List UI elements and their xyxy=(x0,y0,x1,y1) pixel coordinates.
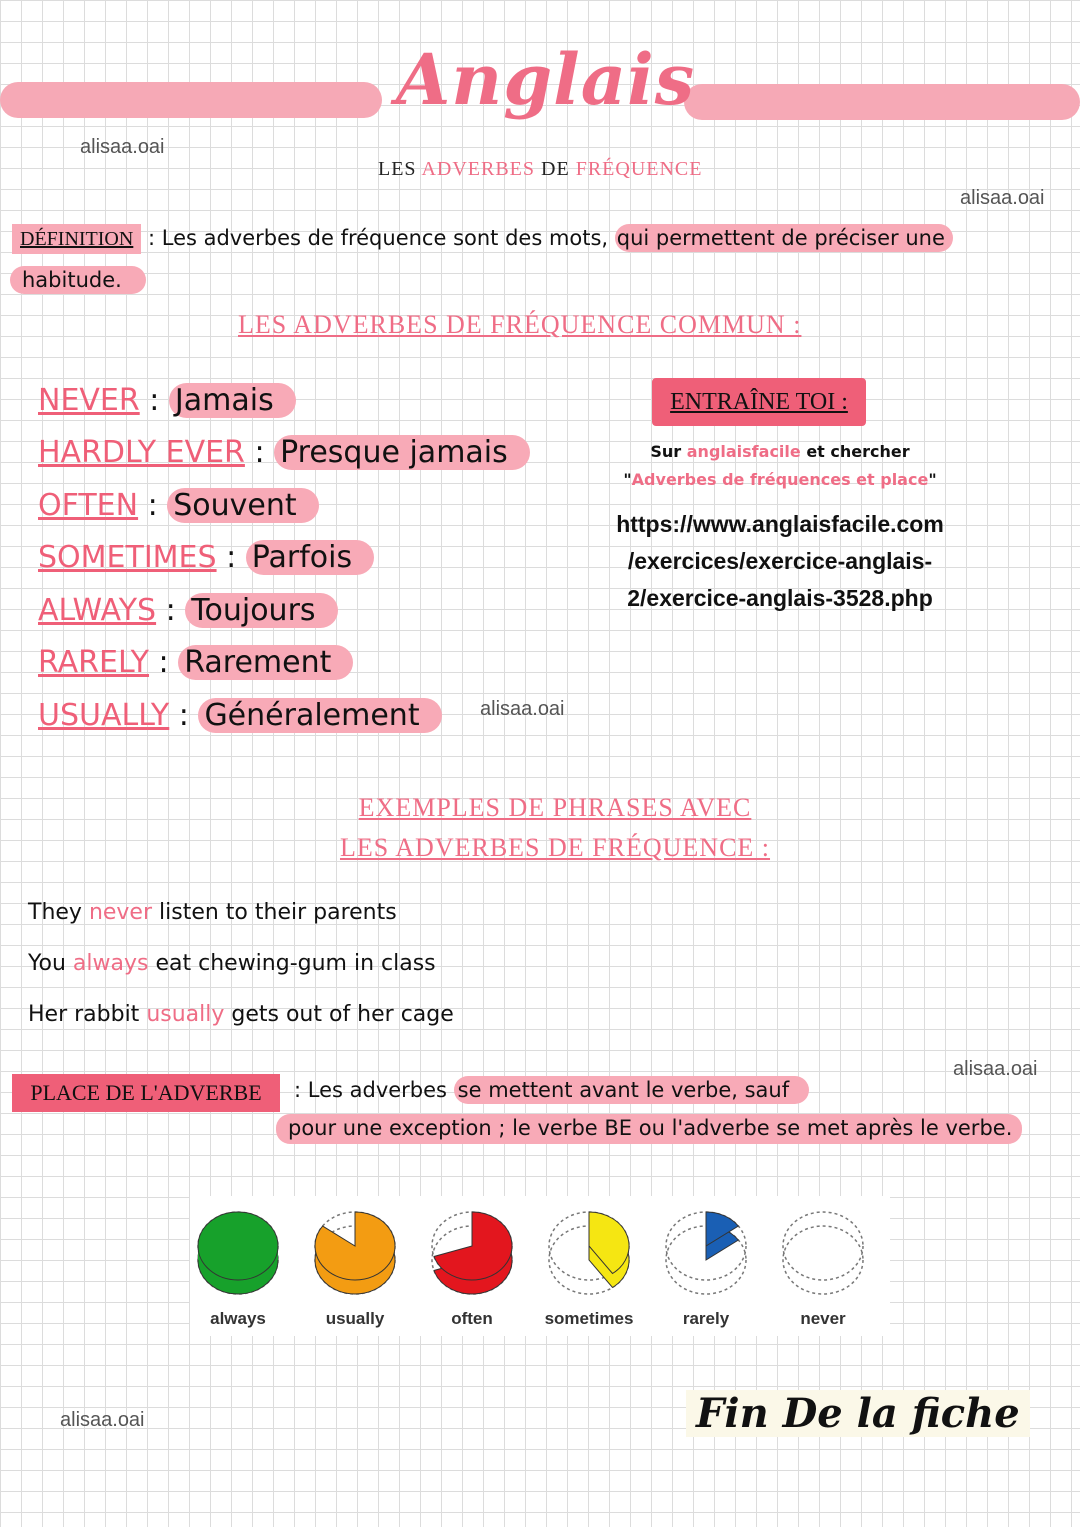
pie-outline xyxy=(783,1226,863,1294)
sentence-part: You xyxy=(28,951,73,976)
adverb-en: ALWAYS xyxy=(38,593,157,628)
sentence-part: They xyxy=(28,900,89,925)
sentence-part: gets out of her cage xyxy=(224,1002,454,1027)
placement-line-2: pour une exception ; le verbe BE ou l'adverbe se met après le verbe. xyxy=(276,1114,1022,1144)
sentence-adverb: never xyxy=(88,900,153,925)
placement-label: PLACE DE L'ADVERBE xyxy=(12,1074,280,1112)
pie-label: never xyxy=(800,1309,846,1328)
adverb-fr: Toujours xyxy=(185,593,337,628)
examples-heading-line: EXEMPLES DE PHRASES AVEC xyxy=(358,793,752,822)
practice-instruction xyxy=(600,438,960,494)
practice-label: ENTRAÎNE TOI : xyxy=(652,378,866,426)
placement-highlight: se mettent avant le verbe, sauf xyxy=(454,1076,809,1104)
watermark: alisaa.oai xyxy=(80,136,165,158)
adverb-en: HARDLY EVER xyxy=(38,435,245,470)
practice-line-2 xyxy=(600,466,960,494)
adverb-row: ALWAYS : Toujours xyxy=(38,590,338,632)
url-line: https://www.anglaisfacile.com xyxy=(616,511,944,537)
adverb-fr: Parfois xyxy=(246,540,374,575)
subtitle-part-2: ADVERBES xyxy=(421,158,536,180)
adverb-row: OFTEN : Souvent xyxy=(38,485,319,527)
practice-text: Sur xyxy=(650,442,687,461)
pie-label: usually xyxy=(325,1309,385,1328)
watermark: alisaa.oai xyxy=(60,1409,145,1431)
definition-line-1 xyxy=(12,226,953,251)
adverb-fr: Jamais xyxy=(169,383,296,418)
example-sentence xyxy=(28,1002,454,1027)
subtitle-part-3: DE xyxy=(535,158,576,180)
definition-label: DÉFINITION xyxy=(12,224,141,254)
sentence-part: listen to their parents xyxy=(152,900,397,925)
section-heading-examples xyxy=(300,788,810,868)
pie-top xyxy=(315,1212,395,1280)
adverb-row: NEVER : Jamais xyxy=(38,380,296,422)
placement-line-1 xyxy=(294,1078,809,1102)
adverb-row: RARELY : Rarement xyxy=(38,642,353,684)
adverb-en: USUALLY xyxy=(38,698,170,733)
pie-always xyxy=(198,1212,278,1294)
subtitle-part-1: LES xyxy=(378,158,422,180)
watermark: alisaa.oai xyxy=(960,187,1045,209)
adverb-en: SOMETIMES xyxy=(38,540,217,575)
pie-sometimes xyxy=(549,1212,629,1294)
pie-label: always xyxy=(210,1309,266,1328)
sentence-part: eat chewing-gum in class xyxy=(148,951,436,976)
exercise-url[interactable] xyxy=(580,506,980,617)
page-title: Anglais xyxy=(396,38,696,121)
adverb-fr: Rarement xyxy=(178,645,353,680)
practice-site: anglaisfacile xyxy=(686,442,801,461)
header-bar-left xyxy=(0,82,382,118)
pie-label: often xyxy=(451,1309,493,1328)
pie-top xyxy=(434,1212,512,1280)
pie-label: rarely xyxy=(682,1309,730,1328)
section-heading-common: LES ADVERBES DE FRÉQUENCE COMMUN : xyxy=(238,310,802,339)
pie-label: sometimes xyxy=(544,1309,634,1328)
frequency-pies xyxy=(190,1196,890,1336)
watermark: alisaa.oai xyxy=(480,698,565,720)
practice-search-term: Adverbes de fréquences et place xyxy=(631,470,929,489)
definition-line-2: habitude. xyxy=(10,266,146,294)
pie-rarely xyxy=(666,1212,746,1294)
frequency-graphic xyxy=(190,1196,890,1336)
pie-usually xyxy=(315,1212,395,1294)
watermark: alisaa.oai xyxy=(953,1058,1038,1080)
adverb-row: USUALLY : Généralement xyxy=(38,695,442,737)
examples-heading-line: LES ADVERBES DE FRÉQUENCE : xyxy=(339,833,771,862)
adverb-en: NEVER xyxy=(38,383,140,418)
adverb-row: HARDLY EVER : Presque jamais xyxy=(38,432,530,474)
practice-text: et chercher xyxy=(800,442,910,461)
adverb-row: SOMETIMES : Parfois xyxy=(38,537,374,579)
pie-often xyxy=(432,1212,512,1294)
definition-highlight: qui permettent de préciser une xyxy=(615,224,953,252)
pie-never xyxy=(783,1212,863,1294)
quote: " xyxy=(928,470,937,489)
adverb-en: OFTEN xyxy=(38,488,139,523)
adverb-fr: Souvent xyxy=(167,488,318,523)
example-sentence xyxy=(28,900,397,925)
adverb-en: RARELY xyxy=(38,645,150,680)
practice-line-1 xyxy=(600,438,960,466)
url-line: 2/exercice-anglais-3528.php xyxy=(627,585,933,611)
example-sentence xyxy=(28,951,436,976)
pie-outline xyxy=(783,1212,863,1280)
subtitle-part-4: FRÉQUENCE xyxy=(575,158,703,180)
header-bar-right xyxy=(684,84,1080,120)
end-of-sheet: Fin De la fiche xyxy=(686,1390,1030,1437)
sentence-adverb: usually xyxy=(146,1002,225,1027)
adverb-fr: Presque jamais xyxy=(274,435,530,470)
placement-text: : Les adverbes xyxy=(294,1078,454,1102)
sentence-part: Her rabbit xyxy=(28,1002,147,1027)
url-line: /exercices/exercice-anglais- xyxy=(627,548,933,574)
pie-top xyxy=(198,1212,278,1280)
quote: " xyxy=(623,470,632,489)
definition-text: : Les adverbes de fréquence sont des mots, xyxy=(141,226,615,250)
adverb-fr: Généralement xyxy=(198,698,441,733)
page-subtitle xyxy=(378,158,703,181)
sentence-adverb: always xyxy=(72,951,149,976)
